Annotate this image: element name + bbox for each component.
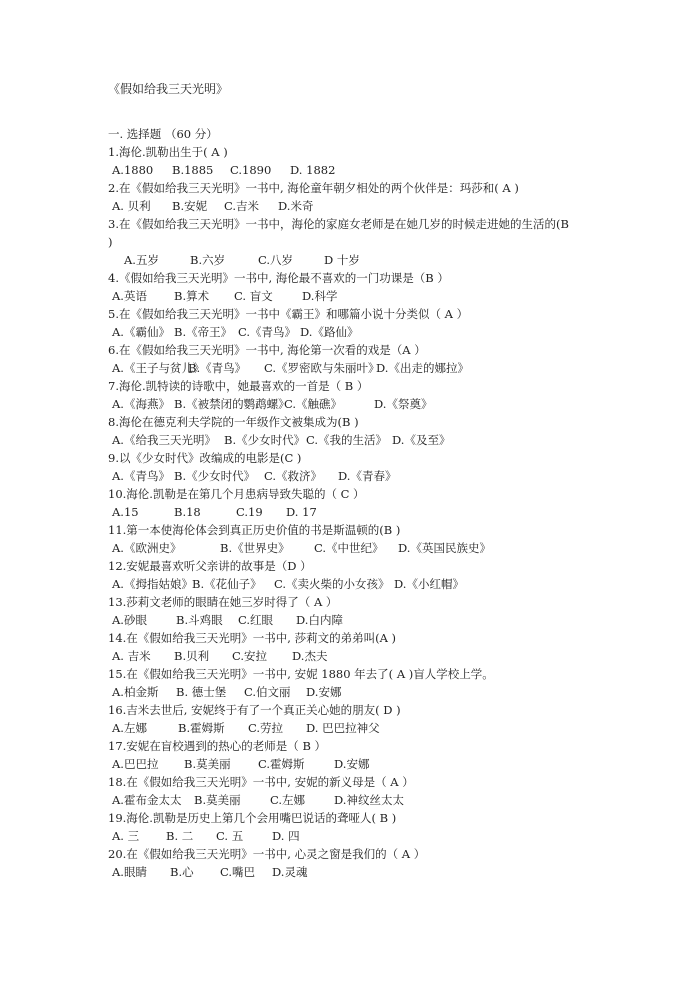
question-text: 6.在《假如给我三天光明》一书中, 海伦第一次看的戏是（A ） <box>108 343 426 357</box>
option-b: B.算术 <box>174 289 210 303</box>
option-c: C.《中世纪》 <box>314 541 384 555</box>
option-a: A.《王子与贫儿》 <box>112 361 205 375</box>
option-d: D.灵魂 <box>272 865 308 879</box>
option-c: C.1890 <box>230 163 272 177</box>
question-text: 15.在《假如给我三天光明》一书中, 安妮 1880 年去了( A )盲人学校上学。 <box>108 667 494 681</box>
option-a: A.巴巴拉 <box>112 757 159 771</box>
question-text: 18.在《假如给我三天光明》一书中, 安妮的新义母是（ A ） <box>108 775 414 789</box>
option-a: A. 吉米 <box>112 649 151 663</box>
question-text: 16.吉米去世后, 安妮终于有了一个真正关心她的朋友( D ) <box>108 703 401 717</box>
options-row <box>108 791 608 809</box>
question-list <box>108 143 608 881</box>
option-a: A.柏金斯 <box>112 685 159 699</box>
option-c: C.伯文丽 <box>244 685 291 699</box>
options-row <box>108 863 608 881</box>
question-text: 2.在《假如给我三天光明》一书中, 海伦童年朝夕相处的两个伙伴是：玛莎和( A ) <box>108 181 519 195</box>
option-a: A.《海燕》 <box>112 397 170 411</box>
option-a: A.英语 <box>112 289 147 303</box>
option-b: B.霍姆斯 <box>178 721 225 735</box>
option-c: C.《我的生活》 <box>306 433 388 447</box>
option-d: D.《小红帽》 <box>394 577 464 591</box>
options-row <box>108 503 608 521</box>
options-row <box>108 755 608 773</box>
option-c: C. 盲文 <box>234 289 273 303</box>
question-text: 1.海伦.凯勒出生于( A ) <box>108 145 228 159</box>
option-d: D. 17 <box>286 505 317 519</box>
option-a: A.1880 <box>112 163 154 177</box>
option-a: A.霍布金太太 <box>112 793 182 807</box>
question-text: 12.安妮最喜欢听父亲讲的故事是（D ） <box>108 559 312 573</box>
option-a: A.砂眼 <box>112 613 147 627</box>
option-a: A.15 <box>112 505 139 519</box>
options-row <box>108 467 608 485</box>
option-a: A.《给我三天光明》 <box>112 433 216 447</box>
options-row <box>108 359 608 377</box>
option-c: C.《触礁》 <box>284 397 343 411</box>
option-d: D. 1882 <box>290 163 336 177</box>
question-text: 17.安妮在盲校遇到的热心的老师是（ B ） <box>108 739 327 753</box>
option-a: A.左娜 <box>112 721 147 735</box>
option-b: B.《帝王》 <box>174 325 233 339</box>
option-c: C.安拉 <box>232 649 268 663</box>
options-row <box>108 539 608 557</box>
option-c: C.吉米 <box>224 199 260 213</box>
option-c: C.左娜 <box>270 793 306 807</box>
question-text-continued: ) <box>108 235 113 249</box>
option-a: A.《欧洲史》 <box>112 541 182 555</box>
option-b: B.斗鸡眼 <box>176 613 223 627</box>
option-c: C.《青鸟》 <box>238 325 297 339</box>
option-c: C.八岁 <box>258 253 294 267</box>
options-row <box>108 251 608 269</box>
option-b: B.《世界史》 <box>220 541 290 555</box>
option-b: B.安妮 <box>172 199 208 213</box>
option-d: D.《出走的娜拉》 <box>376 361 469 375</box>
option-d: D.杰夫 <box>292 649 328 663</box>
options-row <box>108 647 608 665</box>
options-row <box>108 197 608 215</box>
option-b: B.六岁 <box>190 253 226 267</box>
question-text: 10.海伦.凯勒是在第几个月患病导致失聪的（ C ） <box>108 487 365 501</box>
option-a: A.五岁 <box>124 253 159 267</box>
options-row <box>108 287 608 305</box>
option-d: D.《英国民族史》 <box>398 541 491 555</box>
question-text: 20.在《假如给我三天光明》一书中, 心灵之窗是我们的（ A ） <box>108 847 426 861</box>
option-d: D 十岁 <box>324 253 360 267</box>
option-d: D.安娜 <box>306 685 342 699</box>
option-b: B.莫美丽 <box>194 793 241 807</box>
options-row <box>108 827 608 845</box>
question-text: 7.海伦.凯特读的诗歌中，她最喜欢的一首是（ B ） <box>108 379 369 393</box>
option-c: C.劳拉 <box>248 721 284 735</box>
option-a: A.《青鸟》 <box>112 469 170 483</box>
option-b: B.《少女时代》 <box>224 433 306 447</box>
option-a: A.《拇指姑娘》 <box>112 577 193 591</box>
question-text: 3.在《假如给我三天光明》一书中，海伦的家庭女老师是在她几岁的时候走进她的生活的(B <box>108 217 569 231</box>
option-c: C.红眼 <box>238 613 274 627</box>
question-text: 11.第一本使海伦体会到真正历史价值的书是斯温顿的(B ) <box>108 523 401 537</box>
option-b: B.莫美丽 <box>184 757 231 771</box>
option-c: C.《救济》 <box>264 469 323 483</box>
option-d: D. 四 <box>272 829 300 843</box>
option-d: D.安娜 <box>334 757 370 771</box>
option-a: A. 贝利 <box>112 199 151 213</box>
option-d: D.《祭奠》 <box>374 397 433 411</box>
option-c: C.19 <box>236 505 263 519</box>
options-row <box>108 395 608 413</box>
option-a: A.眼睛 <box>112 865 147 879</box>
option-d: D.《青春》 <box>338 469 397 483</box>
option-d: D. 巴巴拉神父 <box>306 721 380 735</box>
question-text: 8.海伦在德克利夫学院的一年级作文被集成为(B ) <box>108 415 359 429</box>
section-heading: 一. 选择题 （60 分） <box>108 127 218 141</box>
option-d: D.神纹丝太太 <box>334 793 404 807</box>
question-text: 19.海伦.凯勒是历史上第几个会用嘴巴说话的聋哑人( B ) <box>108 811 397 825</box>
option-b: B.心 <box>170 865 194 879</box>
option-a: A. 三 <box>112 829 140 843</box>
option-b: B.《青鸟》 <box>188 361 247 375</box>
option-c: C.霍姆斯 <box>258 757 305 771</box>
option-c: C. 五 <box>216 829 244 843</box>
option-d: D.白内障 <box>296 613 343 627</box>
option-b: B. 德士堡 <box>176 685 227 699</box>
option-d: D.科学 <box>302 289 338 303</box>
option-b: B.《被禁闭的鹦鹉螺》 <box>174 397 290 411</box>
question-text: 13.莎莉文老师的眼睛在她三岁时得了（ A ） <box>108 595 338 609</box>
options-row <box>108 323 608 341</box>
option-b: B.贝利 <box>174 649 210 663</box>
options-row <box>108 431 608 449</box>
options-row <box>108 611 608 629</box>
option-c: C.《罗密欧与朱丽叶》 <box>264 361 380 375</box>
question-text: 9.以《少女时代》改编成的电影是(C ) <box>108 451 302 465</box>
question-text: 5.在《假如给我三天光明》一书中《霸王》和哪篇小说十分类似（ A ） <box>108 307 469 321</box>
option-b: B.《少女时代》 <box>174 469 256 483</box>
option-b: B.18 <box>174 505 201 519</box>
option-b: B.《花仙子》 <box>192 577 262 591</box>
question-text: 4.《假如给我三天光明》一书中, 海伦最不喜欢的一门功课是（B ） <box>108 271 449 285</box>
options-row <box>108 719 608 737</box>
options-row <box>108 683 608 701</box>
options-row <box>108 575 608 593</box>
option-a: A.《霸仙》 <box>112 325 170 339</box>
option-b: B.1885 <box>172 163 214 177</box>
question-text: 14.在《假如给我三天光明》一书中, 莎莉文的弟弟叫(A ) <box>108 631 397 645</box>
option-d: D.米奇 <box>278 199 314 213</box>
document-title: 《假如给我三天光明》 <box>108 82 229 96</box>
option-c: C.《卖火柴的小女孩》 <box>274 577 390 591</box>
option-d: D.《路仙》 <box>300 325 359 339</box>
option-d: D.《及至》 <box>392 433 451 447</box>
option-b: B. 二 <box>166 829 194 843</box>
option-c: C.嘴巴 <box>220 865 256 879</box>
options-row <box>108 161 608 179</box>
